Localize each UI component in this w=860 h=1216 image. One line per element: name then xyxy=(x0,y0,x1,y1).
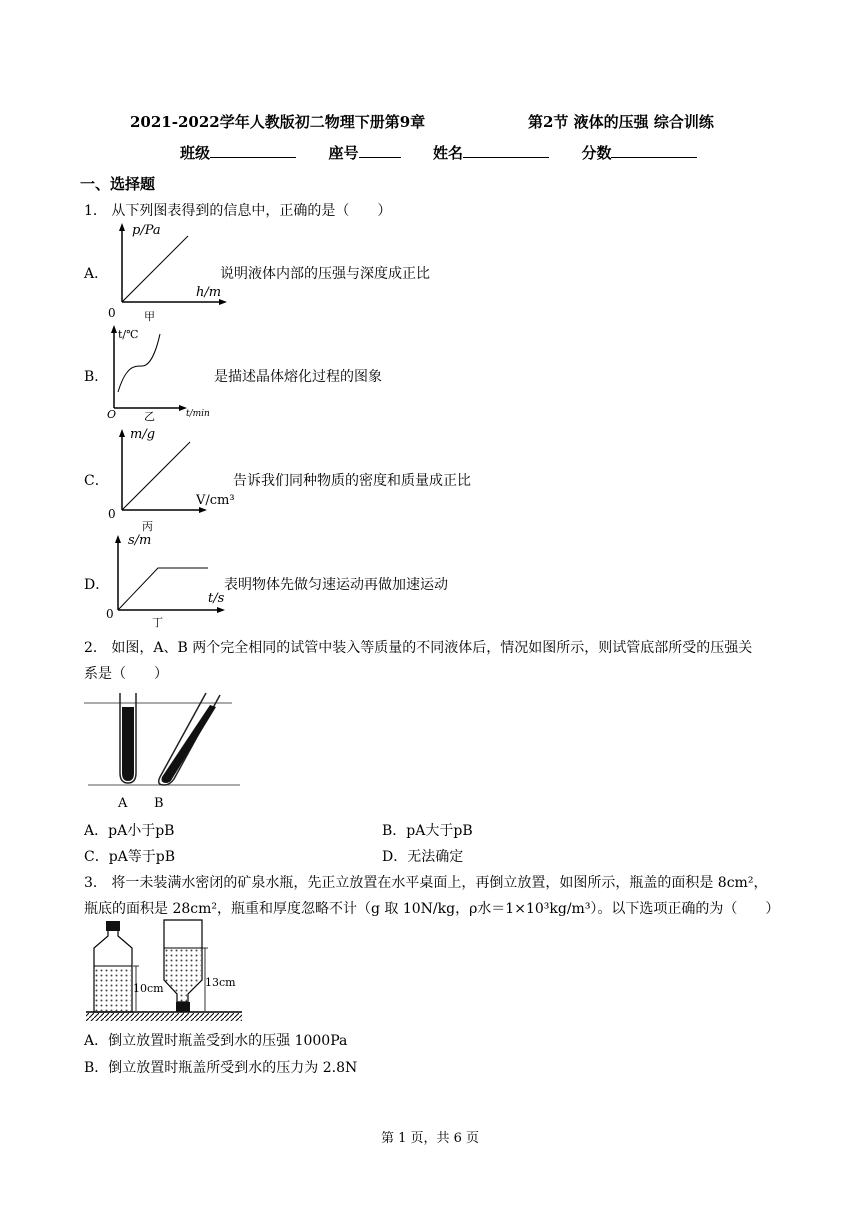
tube-a xyxy=(120,693,136,783)
q2-stem-line1: 2． 如图，A、B 两个完全相同的试管中装入等质量的不同液体后，情况如图所示，则试管底部所受的压强关 xyxy=(84,640,753,656)
field-name-label: 姓名 xyxy=(432,144,463,162)
q1-graph-a xyxy=(104,220,234,322)
q1-graph-c-caption: 丙 xyxy=(142,520,153,532)
q2-option-c-text: pA等于pB xyxy=(108,849,176,865)
q1-graph-d-caption: 丁 xyxy=(152,616,163,628)
field-name-blank[interactable] xyxy=(463,143,549,158)
q2-test-tubes-figure xyxy=(84,685,244,813)
q1-graph-d-origin: 0 xyxy=(106,607,114,621)
q1-option-d-letter: D． xyxy=(84,577,110,593)
q2-option-a xyxy=(84,820,174,840)
q3-option-b-text: 倒立放置时瓶盖所受到水的压力为 2.8N xyxy=(108,1060,358,1076)
q1-option-a-text: 说明液体内部的压强与深度成正比 xyxy=(220,266,430,282)
q3-bottles-figure xyxy=(84,918,244,1024)
field-class-label: 班级 xyxy=(180,144,211,162)
title-left: 2021-2022学年人教版初二物理下册第9章 xyxy=(130,113,426,131)
upright-bottle xyxy=(94,921,139,1012)
title-right: 第2节 液体的压强 综合训练 xyxy=(528,113,714,131)
q2-stem-line2: 系是（ ） xyxy=(84,666,168,682)
q2-option-d xyxy=(382,846,463,866)
q1-graph-d xyxy=(104,530,234,628)
q2-option-d-text: 无法确定 xyxy=(407,849,464,865)
q1-option-d-text: 表明物体先做匀速运动再做加速运动 xyxy=(224,577,448,593)
inverted-bottle xyxy=(164,920,208,1012)
q3-label-10cm: 10cm xyxy=(133,982,164,995)
q1-graph-a-xlabel: h/m xyxy=(196,285,222,300)
q1-graph-b-origin: O xyxy=(107,408,117,421)
q3-option-a xyxy=(84,1030,347,1050)
q3-option-a-letter: A． xyxy=(84,1033,109,1049)
q3-label-13cm: 13cm xyxy=(205,976,236,989)
q1-graph-c-xlabel: V/cm³ xyxy=(196,493,235,508)
q3-option-a-text: 倒立放置时瓶盖受到水的压强 1000Pa xyxy=(108,1033,348,1049)
q1-graph-d-ylabel: s/m xyxy=(128,533,152,548)
q1-graph-c xyxy=(104,424,240,532)
q1-graph-a-caption: 甲 xyxy=(144,310,155,322)
q1-option-c-text: 告诉我们同种物质的密度和质量成正比 xyxy=(233,473,471,489)
q1-graph-b-xlabel: t/min xyxy=(186,409,210,419)
q1-graph-a-ylabel: p/Pa xyxy=(132,223,161,238)
q2-option-b-letter: B． xyxy=(382,823,407,839)
field-score-blank[interactable] xyxy=(611,143,697,158)
q3-option-b xyxy=(84,1057,357,1077)
q3-stem-line2: 瓶底的面积是 28cm²，瓶重和厚度忽略不计（g 取 10N/kg，ρ水＝1×10³kg/m³）。以下选项正确的为（ ） xyxy=(84,901,780,917)
field-seat-label: 座号 xyxy=(328,144,359,162)
q1-option-b-text: 是描述晶体熔化过程的图象 xyxy=(214,369,382,385)
page-footer: 第 1 页，共 6 页 xyxy=(380,1131,480,1146)
q1-option-c-letter: C． xyxy=(84,473,109,489)
field-seat-blank[interactable] xyxy=(359,143,401,158)
q1-graph-d-xlabel: t/s xyxy=(208,591,225,606)
q2-option-b xyxy=(382,820,473,840)
q2-option-c xyxy=(84,846,175,866)
q2-label-a: A xyxy=(118,796,128,811)
q2-label-b: B xyxy=(154,796,164,811)
q1-graph-a-origin: 0 xyxy=(108,306,116,320)
section-title: 一、选择题 xyxy=(80,175,156,193)
q2-option-b-text: pA大于pB xyxy=(406,823,473,839)
q1-graph-c-origin: 0 xyxy=(108,507,116,521)
q2-option-d-letter: D． xyxy=(382,849,408,865)
q1-graph-b xyxy=(104,322,224,422)
q3-stem-line1: 3． 将一未装满水密闭的矿泉水瓶，先正立放置在水平桌面上，再倒立放置，如图所示，瓶盖的面积是 8cm²， xyxy=(84,875,768,891)
q1-graph-b-caption: 乙 xyxy=(144,410,155,422)
q2-option-a-text: pA小于pB xyxy=(108,823,175,839)
q1-stem: 1． 从下列图表得到的信息中，正确的是（ ） xyxy=(84,203,392,219)
q1-graph-b-ylabel: t/℃ xyxy=(118,328,139,341)
q1-graph-c-ylabel: m/g xyxy=(130,427,156,442)
header-fields xyxy=(180,142,697,163)
q1-option-a-letter: A． xyxy=(84,266,109,282)
q2-option-a-letter: A． xyxy=(84,823,109,839)
field-class-blank[interactable] xyxy=(210,143,296,158)
q3-option-b-letter: B． xyxy=(84,1060,109,1076)
q2-option-c-letter: C． xyxy=(84,849,109,865)
q1-option-b-letter: B． xyxy=(84,369,109,385)
tube-b xyxy=(159,693,220,785)
field-score-label: 分数 xyxy=(581,144,612,162)
